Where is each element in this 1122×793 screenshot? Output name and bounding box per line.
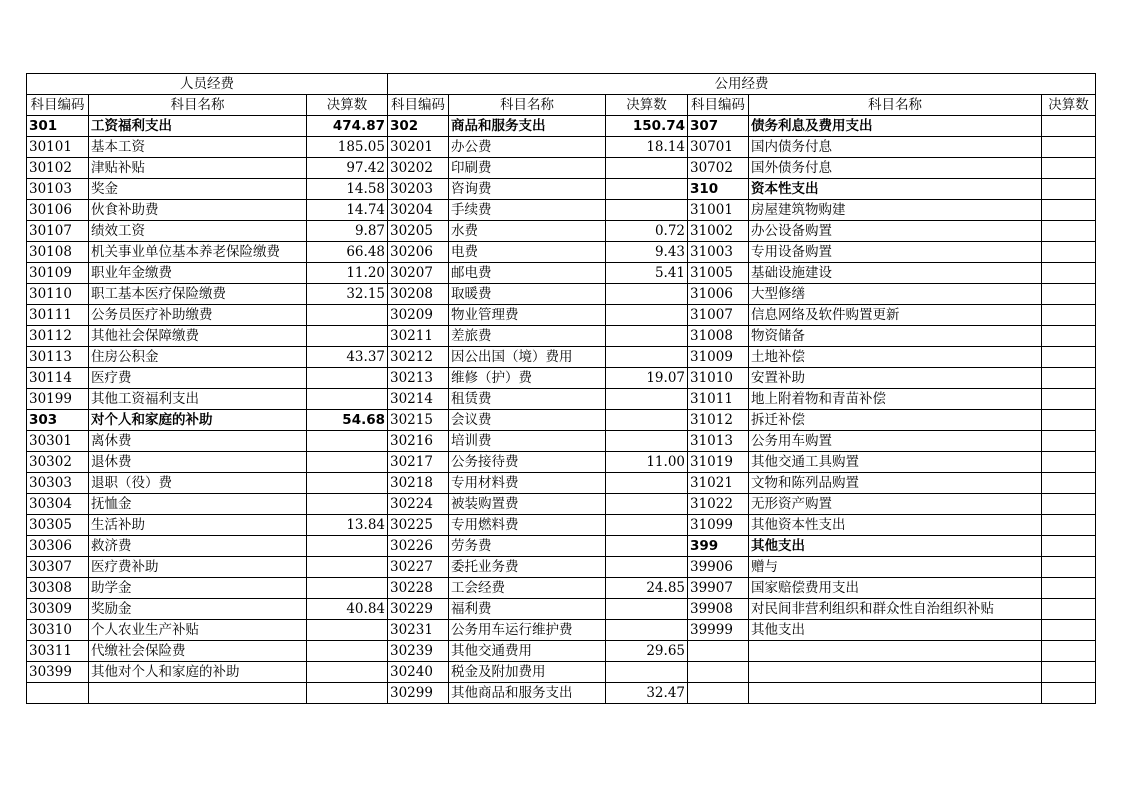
goods-code-cell: 30227 [388, 557, 449, 578]
table-row [27, 473, 1096, 494]
personnel-name-cell: 奖励金 [89, 599, 307, 620]
amount-header: 决算数 [606, 95, 688, 116]
goods-amount-cell [606, 410, 688, 431]
goods-name-cell: 委托业务费 [449, 557, 606, 578]
goods-name-cell: 租赁费 [449, 389, 606, 410]
goods-amount-cell [606, 284, 688, 305]
goods-amount-cell [606, 620, 688, 641]
other-name-cell: 专用设备购置 [749, 242, 1042, 263]
other-code-cell: 30701 [688, 137, 749, 158]
personnel-code-cell: 30304 [27, 494, 89, 515]
goods-name-cell: 专用燃料费 [449, 515, 606, 536]
personnel-amount-cell [307, 683, 388, 704]
personnel-name-cell: 绩效工资 [89, 221, 307, 242]
table-row [27, 263, 1096, 284]
other-code-cell: 31002 [688, 221, 749, 242]
other-amount-cell [1042, 620, 1096, 641]
goods-name-cell: 公务接待费 [449, 452, 606, 473]
code-header: 科目编码 [27, 95, 89, 116]
personnel-name-cell: 机关事业单位基本养老保险缴费 [89, 242, 307, 263]
column-header-row [27, 95, 1096, 116]
goods-amount-cell: 9.43 [606, 242, 688, 263]
table-row [27, 347, 1096, 368]
personnel-code-cell: 30308 [27, 578, 89, 599]
table-row [27, 137, 1096, 158]
personnel-code-cell: 30113 [27, 347, 89, 368]
other-amount-cell [1042, 578, 1096, 599]
other-code-cell [688, 641, 749, 662]
goods-name-cell: 劳务费 [449, 536, 606, 557]
goods-code-cell: 30213 [388, 368, 449, 389]
expenditure-table [26, 73, 1096, 704]
personnel-amount-cell: 43.37 [307, 347, 388, 368]
personnel-code-cell: 30310 [27, 620, 89, 641]
code-header: 科目编码 [688, 95, 749, 116]
goods-amount-cell: 24.85 [606, 578, 688, 599]
goods-name-cell: 维修（护）费 [449, 368, 606, 389]
personnel-amount-cell [307, 578, 388, 599]
personnel-amount-cell [307, 662, 388, 683]
personnel-amount-cell: 32.15 [307, 284, 388, 305]
table-row [27, 326, 1096, 347]
table-row [27, 662, 1096, 683]
other-amount-cell [1042, 242, 1096, 263]
goods-amount-cell: 18.14 [606, 137, 688, 158]
other-code-cell: 31006 [688, 284, 749, 305]
other-name-cell: 公务用车购置 [749, 431, 1042, 452]
goods-code-cell: 30207 [388, 263, 449, 284]
personnel-amount-cell: 14.58 [307, 179, 388, 200]
goods-name-cell: 福利费 [449, 599, 606, 620]
personnel-amount-cell: 97.42 [307, 158, 388, 179]
amount-header: 决算数 [307, 95, 388, 116]
goods-name-cell: 会议费 [449, 410, 606, 431]
goods-amount-cell [606, 599, 688, 620]
goods-name-cell: 水费 [449, 221, 606, 242]
other-name-cell [749, 662, 1042, 683]
goods-name-cell: 工会经费 [449, 578, 606, 599]
other-name-cell [749, 683, 1042, 704]
goods-amount-cell [606, 515, 688, 536]
personnel-amount-cell [307, 620, 388, 641]
personnel-amount-cell: 474.87 [307, 116, 388, 137]
personnel-name-cell: 退职（役）费 [89, 473, 307, 494]
goods-amount-cell: 5.41 [606, 263, 688, 284]
other-code-cell: 30702 [688, 158, 749, 179]
personnel-code-cell: 30103 [27, 179, 89, 200]
other-amount-cell [1042, 452, 1096, 473]
other-name-cell: 其他支出 [749, 536, 1042, 557]
other-name-cell: 土地补偿 [749, 347, 1042, 368]
other-amount-cell [1042, 326, 1096, 347]
other-amount-cell [1042, 431, 1096, 452]
personnel-code-cell: 30307 [27, 557, 89, 578]
goods-name-cell: 因公出国（境）费用 [449, 347, 606, 368]
goods-amount-cell [606, 494, 688, 515]
personnel-name-cell: 基本工资 [89, 137, 307, 158]
other-name-cell: 房屋建筑物购建 [749, 200, 1042, 221]
personnel-name-cell: 退休费 [89, 452, 307, 473]
other-amount-cell [1042, 410, 1096, 431]
other-code-cell: 39907 [688, 578, 749, 599]
other-name-cell: 办公设备购置 [749, 221, 1042, 242]
personnel-code-cell [27, 683, 89, 704]
goods-name-cell: 培训费 [449, 431, 606, 452]
goods-code-cell: 30240 [388, 662, 449, 683]
personnel-amount-cell [307, 305, 388, 326]
personnel-amount-cell [307, 389, 388, 410]
personnel-name-cell: 职业年金缴费 [89, 263, 307, 284]
goods-code-cell: 30211 [388, 326, 449, 347]
name-header: 科目名称 [89, 95, 307, 116]
personnel-code-cell: 303 [27, 410, 89, 431]
other-name-cell: 其他资本性支出 [749, 515, 1042, 536]
other-name-cell: 物资储备 [749, 326, 1042, 347]
other-amount-cell [1042, 116, 1096, 137]
goods-code-cell: 30226 [388, 536, 449, 557]
goods-code-cell: 302 [388, 116, 449, 137]
goods-code-cell: 30209 [388, 305, 449, 326]
other-name-cell: 地上附着物和青苗补偿 [749, 389, 1042, 410]
personnel-code-cell: 30114 [27, 368, 89, 389]
personnel-code-cell: 30108 [27, 242, 89, 263]
group-header-row [27, 74, 1096, 95]
personnel-amount-cell [307, 326, 388, 347]
personnel-code-cell: 30303 [27, 473, 89, 494]
other-amount-cell [1042, 494, 1096, 515]
other-amount-cell [1042, 389, 1096, 410]
other-amount-cell [1042, 284, 1096, 305]
other-amount-cell [1042, 641, 1096, 662]
goods-name-cell: 公务用车运行维护费 [449, 620, 606, 641]
table-row [27, 284, 1096, 305]
personnel-amount-cell [307, 473, 388, 494]
personnel-name-cell: 抚恤金 [89, 494, 307, 515]
personnel-name-cell: 公务员医疗补助缴费 [89, 305, 307, 326]
other-code-cell: 31009 [688, 347, 749, 368]
other-amount-cell [1042, 473, 1096, 494]
goods-name-cell: 差旅费 [449, 326, 606, 347]
other-code-cell: 31005 [688, 263, 749, 284]
other-amount-cell [1042, 221, 1096, 242]
table-row [27, 620, 1096, 641]
personnel-name-cell: 伙食补助费 [89, 200, 307, 221]
personnel-name-cell: 对个人和家庭的补助 [89, 410, 307, 431]
other-amount-cell [1042, 305, 1096, 326]
personnel-code-cell: 30311 [27, 641, 89, 662]
table-row [27, 179, 1096, 200]
goods-amount-cell: 150.74 [606, 116, 688, 137]
goods-name-cell: 手续费 [449, 200, 606, 221]
goods-name-cell: 取暖费 [449, 284, 606, 305]
goods-name-cell: 其他商品和服务支出 [449, 683, 606, 704]
goods-name-cell: 电费 [449, 242, 606, 263]
other-name-cell: 无形资产购置 [749, 494, 1042, 515]
other-name-cell: 对民间非营利组织和群众性自治组织补贴 [749, 599, 1042, 620]
name-header: 科目名称 [449, 95, 606, 116]
table-row [27, 242, 1096, 263]
other-amount-cell [1042, 683, 1096, 704]
goods-name-cell: 商品和服务支出 [449, 116, 606, 137]
personnel-amount-cell [307, 494, 388, 515]
other-name-cell: 国外债务付息 [749, 158, 1042, 179]
goods-code-cell: 30205 [388, 221, 449, 242]
other-amount-cell [1042, 200, 1096, 221]
personnel-code-cell: 30301 [27, 431, 89, 452]
goods-amount-cell [606, 557, 688, 578]
other-amount-cell [1042, 368, 1096, 389]
personnel-name-cell: 津贴补贴 [89, 158, 307, 179]
goods-name-cell: 被装购置费 [449, 494, 606, 515]
personnel-amount-cell [307, 641, 388, 662]
goods-code-cell: 30299 [388, 683, 449, 704]
goods-amount-cell [606, 431, 688, 452]
personnel-header: 人员经费 [27, 74, 388, 95]
other-name-cell: 国内债务付息 [749, 137, 1042, 158]
other-amount-cell [1042, 158, 1096, 179]
personnel-amount-cell: 11.20 [307, 263, 388, 284]
goods-amount-cell [606, 536, 688, 557]
goods-name-cell: 邮电费 [449, 263, 606, 284]
other-code-cell: 31022 [688, 494, 749, 515]
goods-code-cell: 30204 [388, 200, 449, 221]
other-amount-cell [1042, 536, 1096, 557]
goods-amount-cell: 19.07 [606, 368, 688, 389]
personnel-amount-cell: 9.87 [307, 221, 388, 242]
personnel-name-cell: 救济费 [89, 536, 307, 557]
table-row [27, 116, 1096, 137]
goods-code-cell: 30225 [388, 515, 449, 536]
table-row [27, 641, 1096, 662]
other-name-cell: 文物和陈列品购置 [749, 473, 1042, 494]
goods-name-cell: 办公费 [449, 137, 606, 158]
other-code-cell: 39908 [688, 599, 749, 620]
personnel-name-cell: 奖金 [89, 179, 307, 200]
table-row [27, 557, 1096, 578]
goods-amount-cell: 0.72 [606, 221, 688, 242]
goods-code-cell: 30224 [388, 494, 449, 515]
goods-code-cell: 30214 [388, 389, 449, 410]
table-row [27, 494, 1096, 515]
goods-amount-cell [606, 179, 688, 200]
personnel-amount-cell: 14.74 [307, 200, 388, 221]
other-amount-cell [1042, 137, 1096, 158]
other-code-cell: 31007 [688, 305, 749, 326]
goods-code-cell: 30239 [388, 641, 449, 662]
goods-amount-cell: 29.65 [606, 641, 688, 662]
personnel-amount-cell: 40.84 [307, 599, 388, 620]
goods-name-cell: 税金及附加费用 [449, 662, 606, 683]
other-amount-cell [1042, 662, 1096, 683]
goods-amount-cell [606, 200, 688, 221]
personnel-code-cell: 30199 [27, 389, 89, 410]
goods-code-cell: 30217 [388, 452, 449, 473]
goods-code-cell: 30208 [388, 284, 449, 305]
goods-code-cell: 30218 [388, 473, 449, 494]
personnel-code-cell: 30305 [27, 515, 89, 536]
other-amount-cell [1042, 347, 1096, 368]
other-name-cell: 基础设施建设 [749, 263, 1042, 284]
personnel-name-cell: 生活补助 [89, 515, 307, 536]
personnel-code-cell: 30101 [27, 137, 89, 158]
personnel-amount-cell [307, 536, 388, 557]
goods-amount-cell [606, 326, 688, 347]
personnel-amount-cell [307, 431, 388, 452]
personnel-amount-cell: 13.84 [307, 515, 388, 536]
other-name-cell: 债务利息及费用支出 [749, 116, 1042, 137]
personnel-name-cell: 职工基本医疗保险缴费 [89, 284, 307, 305]
personnel-code-cell: 30106 [27, 200, 89, 221]
table-row [27, 515, 1096, 536]
code-header: 科目编码 [388, 95, 449, 116]
other-code-cell [688, 683, 749, 704]
personnel-name-cell: 代缴社会保险费 [89, 641, 307, 662]
personnel-name-cell: 离休费 [89, 431, 307, 452]
table-row [27, 599, 1096, 620]
personnel-code-cell: 30110 [27, 284, 89, 305]
personnel-code-cell: 30111 [27, 305, 89, 326]
table-row [27, 578, 1096, 599]
goods-name-cell: 咨询费 [449, 179, 606, 200]
other-amount-cell [1042, 557, 1096, 578]
other-amount-cell [1042, 263, 1096, 284]
goods-code-cell: 30212 [388, 347, 449, 368]
other-name-cell: 其他支出 [749, 620, 1042, 641]
goods-name-cell: 专用材料费 [449, 473, 606, 494]
goods-code-cell: 30215 [388, 410, 449, 431]
name-header: 科目名称 [749, 95, 1042, 116]
other-name-cell: 安置补助 [749, 368, 1042, 389]
other-name-cell: 资本性支出 [749, 179, 1042, 200]
other-code-cell: 31099 [688, 515, 749, 536]
other-code-cell [688, 662, 749, 683]
other-name-cell: 信息网络及软件购置更新 [749, 305, 1042, 326]
goods-code-cell: 30202 [388, 158, 449, 179]
personnel-name-cell: 工资福利支出 [89, 116, 307, 137]
personnel-code-cell: 30102 [27, 158, 89, 179]
table-row [27, 200, 1096, 221]
table-row [27, 410, 1096, 431]
other-code-cell: 399 [688, 536, 749, 557]
goods-code-cell: 30228 [388, 578, 449, 599]
other-code-cell: 31011 [688, 389, 749, 410]
personnel-amount-cell [307, 368, 388, 389]
goods-code-cell: 30216 [388, 431, 449, 452]
goods-amount-cell [606, 473, 688, 494]
personnel-name-cell: 个人农业生产补贴 [89, 620, 307, 641]
goods-code-cell: 30203 [388, 179, 449, 200]
goods-name-cell: 物业管理费 [449, 305, 606, 326]
other-name-cell: 大型修缮 [749, 284, 1042, 305]
other-code-cell: 307 [688, 116, 749, 137]
personnel-amount-cell: 66.48 [307, 242, 388, 263]
other-code-cell: 39999 [688, 620, 749, 641]
personnel-amount-cell [307, 452, 388, 473]
personnel-amount-cell: 185.05 [307, 137, 388, 158]
amount-header: 决算数 [1042, 95, 1096, 116]
other-name-cell: 国家赔偿费用支出 [749, 578, 1042, 599]
goods-code-cell: 30206 [388, 242, 449, 263]
goods-code-cell: 30231 [388, 620, 449, 641]
personnel-code-cell: 30302 [27, 452, 89, 473]
personnel-name-cell: 其他工资福利支出 [89, 389, 307, 410]
other-code-cell: 31013 [688, 431, 749, 452]
goods-amount-cell: 32.47 [606, 683, 688, 704]
other-code-cell: 31003 [688, 242, 749, 263]
other-code-cell: 31021 [688, 473, 749, 494]
personnel-name-cell: 其他社会保障缴费 [89, 326, 307, 347]
personnel-name-cell: 其他对个人和家庭的补助 [89, 662, 307, 683]
personnel-code-cell: 30399 [27, 662, 89, 683]
personnel-amount-cell: 54.68 [307, 410, 388, 431]
other-code-cell: 39906 [688, 557, 749, 578]
goods-name-cell: 其他交通费用 [449, 641, 606, 662]
personnel-name-cell [89, 683, 307, 704]
goods-amount-cell [606, 389, 688, 410]
personnel-name-cell: 医疗费 [89, 368, 307, 389]
other-amount-cell [1042, 179, 1096, 200]
other-name-cell: 拆迁补偿 [749, 410, 1042, 431]
table-row [27, 221, 1096, 242]
personnel-amount-cell [307, 557, 388, 578]
other-code-cell: 31010 [688, 368, 749, 389]
other-code-cell: 31001 [688, 200, 749, 221]
table-row [27, 368, 1096, 389]
table-row [27, 536, 1096, 557]
other-amount-cell [1042, 599, 1096, 620]
personnel-code-cell: 30109 [27, 263, 89, 284]
other-amount-cell [1042, 515, 1096, 536]
goods-code-cell: 30201 [388, 137, 449, 158]
other-name-cell [749, 641, 1042, 662]
table-row [27, 158, 1096, 179]
other-code-cell: 31019 [688, 452, 749, 473]
goods-amount-cell: 11.00 [606, 452, 688, 473]
goods-name-cell: 印刷费 [449, 158, 606, 179]
table-row [27, 452, 1096, 473]
personnel-name-cell: 医疗费补助 [89, 557, 307, 578]
other-code-cell: 31012 [688, 410, 749, 431]
table-row [27, 683, 1096, 704]
personnel-code-cell: 30107 [27, 221, 89, 242]
personnel-code-cell: 301 [27, 116, 89, 137]
personnel-name-cell: 助学金 [89, 578, 307, 599]
other-name-cell: 其他交通工具购置 [749, 452, 1042, 473]
table-row [27, 389, 1096, 410]
goods-amount-cell [606, 305, 688, 326]
other-code-cell: 310 [688, 179, 749, 200]
personnel-name-cell: 住房公积金 [89, 347, 307, 368]
public-header: 公用经费 [388, 74, 1096, 95]
table-row [27, 305, 1096, 326]
goods-amount-cell [606, 158, 688, 179]
table-row [27, 431, 1096, 452]
goods-amount-cell [606, 662, 688, 683]
personnel-code-cell: 30306 [27, 536, 89, 557]
personnel-code-cell: 30309 [27, 599, 89, 620]
goods-amount-cell [606, 347, 688, 368]
other-name-cell: 赠与 [749, 557, 1042, 578]
goods-code-cell: 30229 [388, 599, 449, 620]
other-code-cell: 31008 [688, 326, 749, 347]
personnel-code-cell: 30112 [27, 326, 89, 347]
